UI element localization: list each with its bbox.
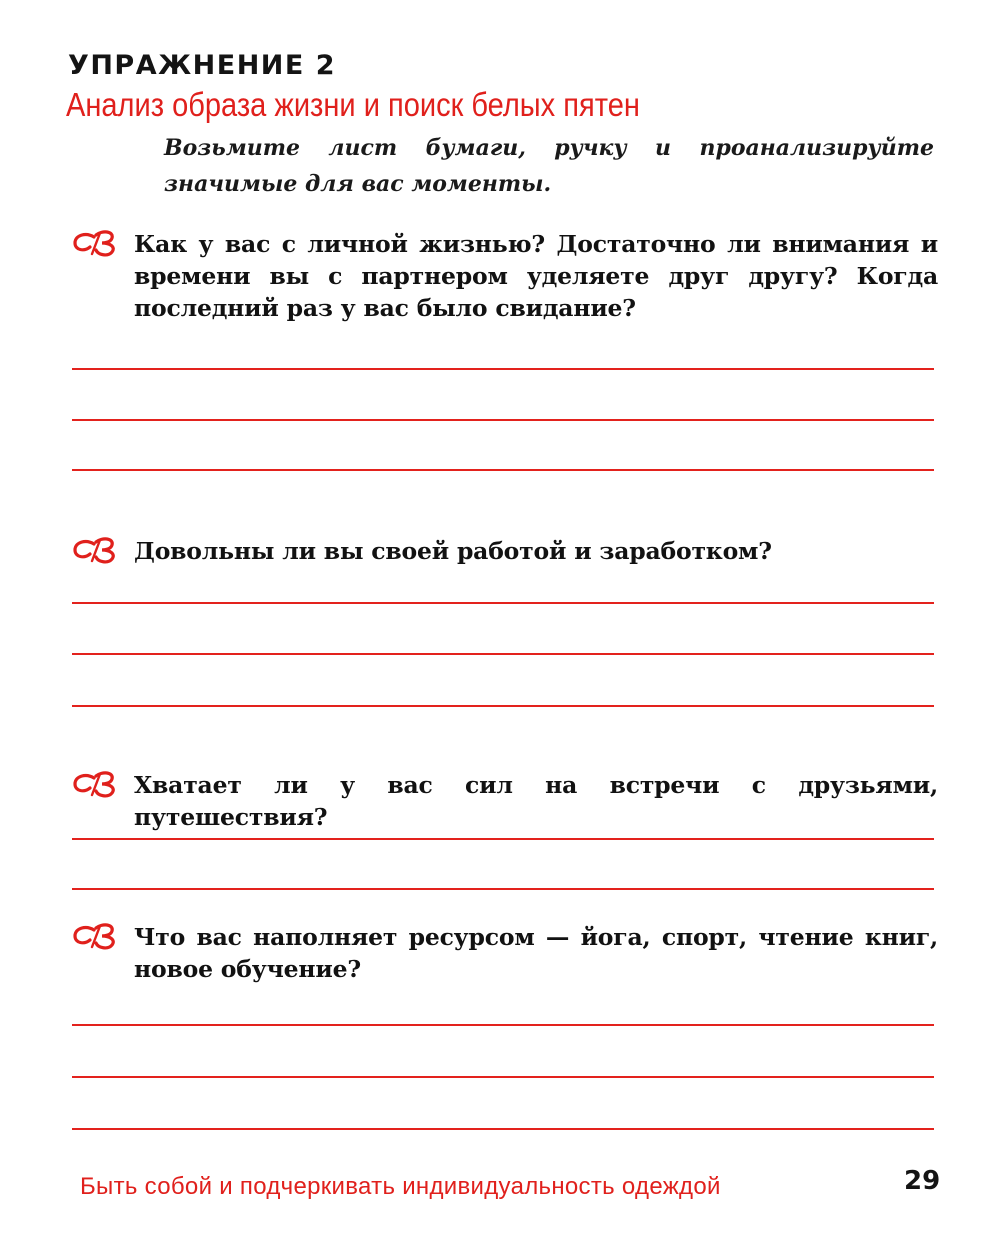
answer-line[interactable]: [72, 1128, 934, 1130]
running-title: Быть собой и подчеркивать индивидуальность одеждой: [80, 1173, 721, 1200]
ornament-icon: [72, 769, 126, 799]
question-text: Довольны ли вы своей работой и заработком?: [134, 537, 772, 565]
exercise-title: Анализ образа жизни и поиск белых пятен: [66, 86, 640, 123]
answer-line[interactable]: [72, 838, 934, 840]
answer-line[interactable]: [72, 368, 934, 370]
exercise-label: УПРАЖНЕНИЕ 2: [68, 50, 337, 81]
answer-line[interactable]: [72, 469, 934, 471]
ornament-icon: [72, 535, 126, 565]
answer-line[interactable]: [72, 602, 934, 604]
ornament-icon: [72, 921, 126, 951]
question-1: [72, 228, 938, 324]
answer-line[interactable]: [72, 1024, 934, 1026]
question-text: Как у вас с личной жизнью? Достаточно ли внимания и времени вы с партнером уделяете друг другу? Когда последний раз у вас было свидание?: [134, 230, 938, 322]
answer-line[interactable]: [72, 419, 934, 421]
answer-line[interactable]: [72, 888, 934, 890]
instruction-text: Возьмите лист бумаги, ручку и проанализируйте значимые для вас моменты.: [164, 135, 934, 197]
question-text: Что вас наполняет ресурсом — йога, спорт, чтение книг, новое обучение?: [134, 923, 938, 983]
answer-line[interactable]: [72, 653, 934, 655]
question-text: Хватает ли у вас сил на встречи с друзьями, путешествия?: [134, 771, 938, 831]
page-number: 29: [904, 1166, 941, 1196]
answer-line[interactable]: [72, 1076, 934, 1078]
question-4: [72, 921, 938, 985]
ornament-icon: [72, 228, 126, 258]
question-2: [72, 535, 938, 567]
question-3: [72, 769, 938, 833]
answer-line[interactable]: [72, 705, 934, 707]
